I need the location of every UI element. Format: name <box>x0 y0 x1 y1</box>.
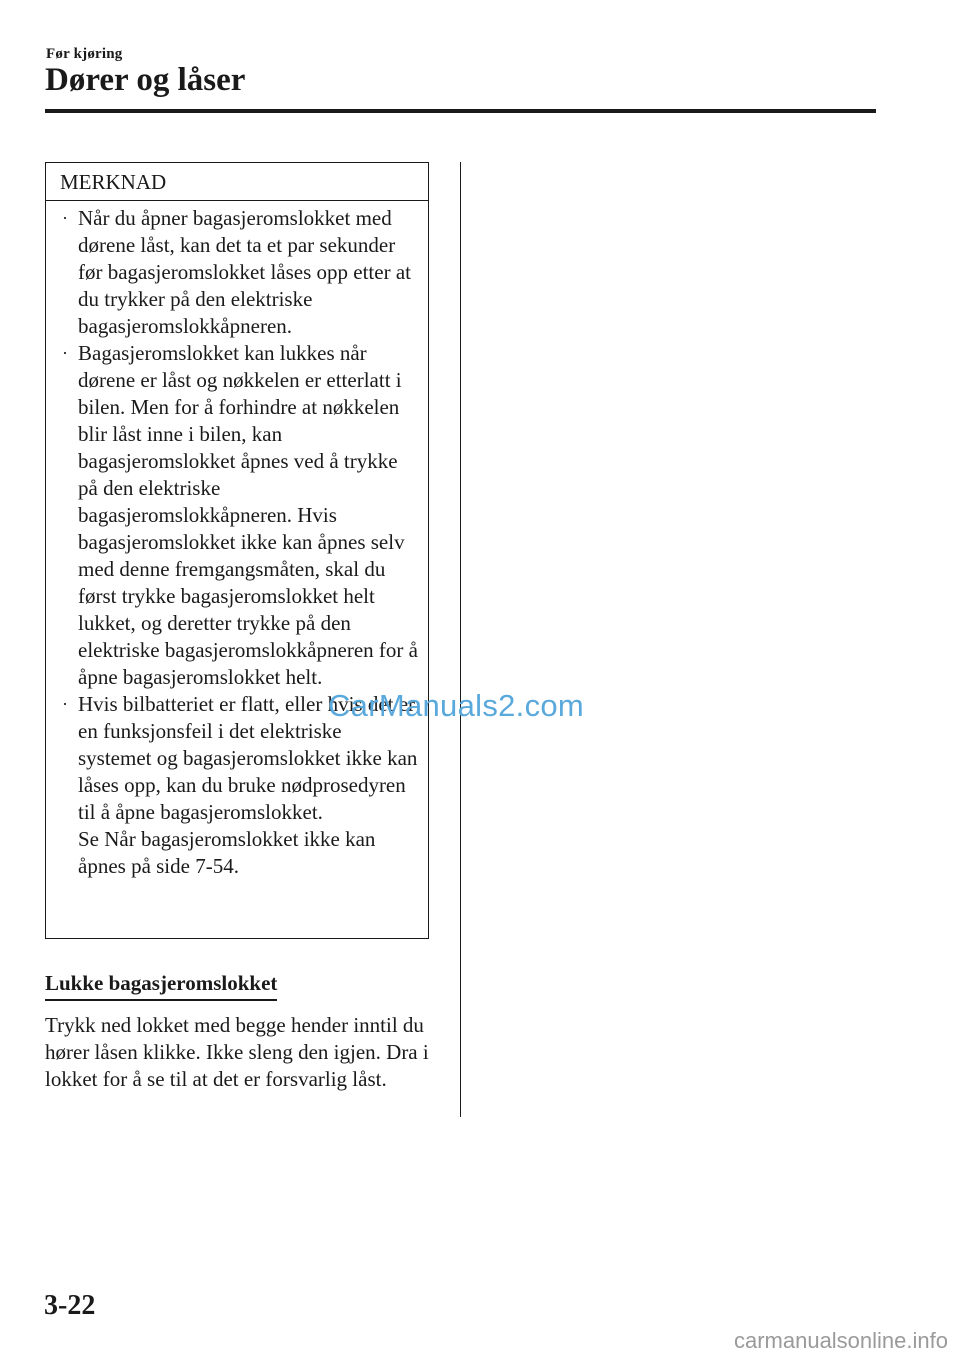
note-item-text: Når du åpner bagasjeromslokket med dørene låst, kan det ta et par sekunder før bagasjeromslokket låses opp etter at du trykker på den elektriske bagasjeromslokkåpneren. <box>78 206 411 338</box>
bullet-icon: · <box>62 208 68 228</box>
note-item-text: Hvis bilbatteriet er flatt, eller hvis det er en funksjonsfeil i det elektriske systemet og bagasjeromslokket ikke kan låses opp, kan du bruke nødprosedyren til å åpne bagasjeromslokket. <box>78 692 418 824</box>
section-heading: Lukke bagasjeromslokket <box>45 971 277 1001</box>
section-label: Før kjøring <box>46 46 123 62</box>
watermark-logo: CarManuals2.com <box>328 688 585 723</box>
bullet-icon: · <box>62 343 68 363</box>
note-heading: MERKNAD <box>46 163 428 201</box>
page-number: 3-22 <box>44 1290 96 1321</box>
column-divider <box>460 162 461 1117</box>
note-item-text: Bagasjeromslokket kan lukkes når dørene er låst og nøkkelen er etterlatt i bilen. Men for å forhindre at nøkkelen blir låst inne i bilen, kan bagasjeromslokket åpnes ved å trykke på den elektriske bagasjeromslokkåpneren. Hvis bagasjeromslokket ikke kan åpnes selv med denne fremgangsmåten, skal du først trykke bagasjeromslokket helt lukket, og deretter trykke på den elektriske bagasjeromslokkåpneren for å åpne bagasjeromslokket helt. <box>78 341 418 689</box>
footer-site: carmanualsonline.info <box>733 1328 948 1353</box>
bullet-icon: · <box>62 694 68 714</box>
page-title: Dører og låser <box>45 62 246 98</box>
section-body: Trykk ned lokket med begge hender inntil du hører låsen klikke. Ikke sleng den igjen. Dra i lokket for å se til at det er forsvarlig låst. <box>45 1013 429 1091</box>
note-list <box>46 201 428 880</box>
header-divider <box>45 109 876 113</box>
note-box <box>45 162 429 939</box>
page-reference: Se Når bagasjeromslokket ikke kan åpnes på side 7-54. <box>78 827 376 878</box>
note-item <box>60 340 420 691</box>
note-item <box>60 205 420 340</box>
